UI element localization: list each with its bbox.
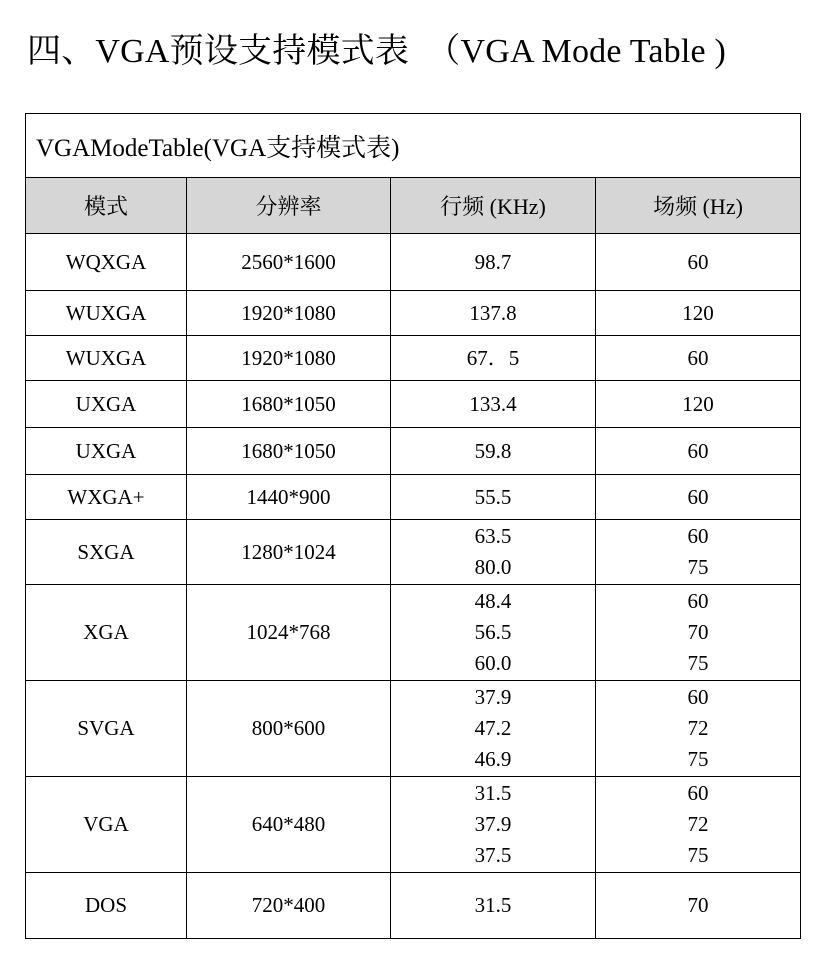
cell-h-freq-value: 55.5 [474, 484, 512, 509]
cell-h-freq [391, 520, 596, 585]
cell-v-freq-value: 60 [687, 249, 709, 274]
header-mode: 模式 [26, 178, 187, 234]
table-row [26, 777, 801, 873]
cell-h-freq-value: 46.9 [474, 747, 512, 771]
table-row [26, 428, 801, 475]
cell-v-freq [596, 777, 801, 873]
header-resolution: 分辨率 [187, 178, 391, 234]
cell-v-freq-value: 60 [687, 589, 709, 613]
cell-v-freq-value: 75 [687, 651, 709, 675]
cell-v-freq [596, 475, 801, 520]
cell-v-freq-value: 60 [687, 345, 709, 370]
cell-h-freq [391, 777, 596, 873]
cell-h-freq-value: 59.8 [474, 438, 512, 463]
table-row [26, 336, 801, 381]
cell-mode: WQXGA [26, 234, 187, 291]
cell-h-freq-value: 60.0 [474, 651, 512, 675]
cell-resolution: 1440*900 [187, 475, 391, 520]
cell-resolution: 1280*1024 [187, 520, 391, 585]
cell-v-freq [596, 585, 801, 681]
cell-resolution: 1920*1080 [187, 336, 391, 381]
table-row [26, 381, 801, 428]
cell-v-freq-value: 72 [687, 716, 709, 740]
cell-h-freq-value: 48.4 [474, 589, 512, 613]
cell-mode: WXGA+ [26, 475, 187, 520]
cell-v-freq [596, 428, 801, 475]
cell-h-freq [391, 681, 596, 777]
cell-h-freq-value: 137.8 [469, 300, 517, 325]
cell-mode: XGA [26, 585, 187, 681]
cell-v-freq [596, 381, 801, 428]
cell-mode: SVGA [26, 681, 187, 777]
cell-v-freq-value: 60 [687, 438, 709, 463]
cell-resolution: 1680*1050 [187, 428, 391, 475]
cell-v-freq [596, 234, 801, 291]
cell-resolution: 2560*1600 [187, 234, 391, 291]
vga-mode-table [25, 113, 801, 939]
cell-v-freq [596, 520, 801, 585]
cell-resolution: 1920*1080 [187, 291, 391, 336]
cell-h-freq-value: 98.7 [474, 249, 512, 274]
cell-h-freq-value: 67．5 [466, 345, 520, 370]
cell-v-freq-value: 120 [682, 391, 714, 416]
cell-mode: WUXGA [26, 291, 187, 336]
cell-h-freq [391, 381, 596, 428]
cell-h-freq-value: 31.5 [474, 781, 512, 805]
cell-v-freq-value: 60 [687, 484, 709, 509]
header-v-freq: 场频 (Hz) [596, 178, 801, 234]
cell-h-freq [391, 336, 596, 381]
cell-v-freq-value: 70 [687, 620, 709, 644]
cell-h-freq-value: 37.9 [474, 812, 512, 836]
cell-mode: DOS [26, 873, 187, 939]
cell-v-freq [596, 291, 801, 336]
cell-h-freq-value: 133.4 [469, 391, 517, 416]
cell-v-freq [596, 681, 801, 777]
cell-resolution: 640*480 [187, 777, 391, 873]
cell-h-freq-value: 63.5 [474, 524, 512, 548]
cell-v-freq-value: 70 [687, 893, 709, 917]
table-row [26, 873, 801, 939]
cell-resolution: 1680*1050 [187, 381, 391, 428]
cell-mode: UXGA [26, 428, 187, 475]
cell-v-freq [596, 873, 801, 939]
cell-h-freq [391, 234, 596, 291]
cell-h-freq-value: 31.5 [474, 893, 512, 917]
cell-mode: WUXGA [26, 336, 187, 381]
cell-v-freq-value: 120 [682, 300, 714, 325]
cell-mode: UXGA [26, 381, 187, 428]
cell-h-freq [391, 873, 596, 939]
table-row [26, 520, 801, 585]
table-row [26, 585, 801, 681]
cell-h-freq [391, 428, 596, 475]
cell-v-freq-value: 60 [687, 781, 709, 805]
cell-mode: SXGA [26, 520, 187, 585]
cell-v-freq-value: 60 [687, 685, 709, 709]
table-header-row [26, 178, 801, 234]
cell-mode: VGA [26, 777, 187, 873]
cell-h-freq-value: 80.0 [474, 555, 512, 579]
table-caption-row [26, 114, 801, 178]
cell-h-freq [391, 291, 596, 336]
cell-h-freq-value: 37.5 [474, 843, 512, 867]
table-row [26, 234, 801, 291]
page-title: 四、VGA预设支持模式表 （VGA Mode Table ) [27, 33, 726, 70]
cell-h-freq [391, 475, 596, 520]
header-h-freq: 行频 (KHz) [391, 178, 596, 234]
cell-resolution: 800*600 [187, 681, 391, 777]
table-row [26, 291, 801, 336]
cell-v-freq-value: 75 [687, 555, 709, 579]
cell-h-freq-value: 47.2 [474, 716, 512, 740]
table-caption: VGAModeTable(VGA支持模式表) [26, 114, 801, 178]
cell-h-freq-value: 37.9 [474, 685, 512, 709]
cell-v-freq-value: 75 [687, 843, 709, 867]
cell-v-freq-value: 72 [687, 812, 709, 836]
cell-v-freq-value: 60 [687, 524, 709, 548]
cell-resolution: 1024*768 [187, 585, 391, 681]
cell-h-freq-value: 56.5 [474, 620, 512, 644]
cell-h-freq [391, 585, 596, 681]
table-row [26, 475, 801, 520]
cell-v-freq [596, 336, 801, 381]
table-row [26, 681, 801, 777]
cell-v-freq-value: 75 [687, 747, 709, 771]
cell-resolution: 720*400 [187, 873, 391, 939]
